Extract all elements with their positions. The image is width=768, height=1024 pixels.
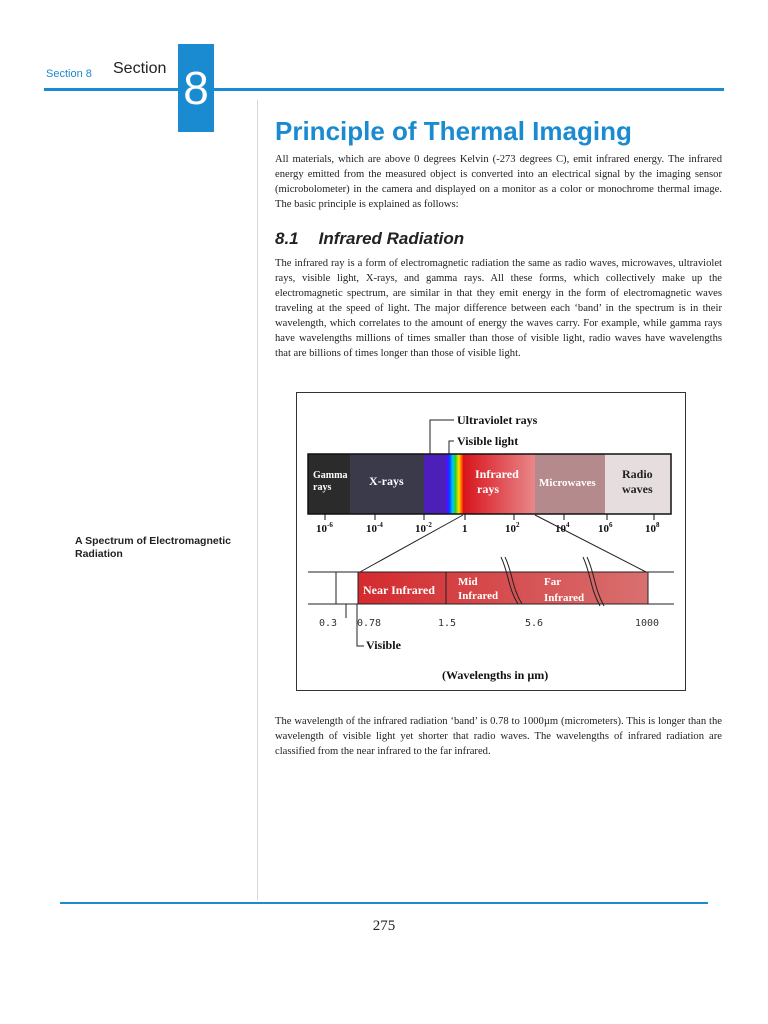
figure-caption: A Spectrum of Electromagnetic Radiation <box>75 535 231 560</box>
section-label-small: Section 8 <box>46 68 92 80</box>
band-visible <box>446 454 463 514</box>
far-infrared-label: Far <box>544 576 562 588</box>
band-radio-label: waves <box>622 482 653 496</box>
lower-tick-label: 1.5 <box>438 618 457 629</box>
lower-tick-label: 5.6 <box>525 618 544 629</box>
lower-tick-label: 1000 <box>635 618 660 629</box>
band-gamma-label: Gamma <box>313 470 348 481</box>
band-gamma-label: rays <box>313 482 332 493</box>
band-infrared <box>463 454 535 514</box>
tick-label: $10^4$ <box>555 521 570 535</box>
tick-label: $10^{-2}$ <box>415 521 432 535</box>
footer-rule <box>60 902 708 904</box>
tick-label: $10^8$ <box>645 521 660 535</box>
em-spectrum-figure <box>296 392 686 691</box>
subsection-title: Infrared Radiation <box>318 229 465 248</box>
label-visible: Visible <box>366 638 401 652</box>
label-visible-light: Visible light <box>457 434 519 448</box>
band-infrared-label: rays <box>477 482 499 496</box>
band-microwaves-label: Microwaves <box>539 477 596 489</box>
label-ultraviolet: Ultraviolet rays <box>457 413 538 427</box>
body-paragraph-2: The wavelength of the infrared radiation ‘band’ is 0.78 to 1000µm (micrometers). This is longer than the wavelength of visible light yet shorter that radio waves. The wavelengths of infrared radiation are classified from the near infrared to the far infrared. <box>275 716 722 757</box>
lower-tick-label: 0.78 <box>357 618 382 629</box>
far-infrared-label: Infrared <box>544 592 585 604</box>
section-label: Section <box>113 60 167 77</box>
page-title: Principle of Thermal Imaging <box>275 116 632 146</box>
body-paragraph: The infrared ray is a form of electromagnetic radiation the same as radio waves, microwaves, ultraviolet rays, visible light, X-rays, and gamma rays. All these forms, which collectively make up the electromagnetic spectrum, are similar in that they emit energy in the form of electromagnetic waves traveling at the speed of light. The major difference between each ‘band’ in the spectrum is in their wavelength, which correlates to the amount of energy the waves carry. For example, while gamma rays have wavelengths millions of times smaller than those of visible light, radio waves have wavelengths that are billions of times longer than those of visible light. <box>275 258 722 359</box>
column-divider <box>257 100 258 900</box>
intro-paragraph: All materials, which are above 0 degrees Kelvin (-273 degrees C), emit infrared energy. The infrared energy emitted from the measured object is converted into an electrical signal by the imaging sensor (microbolometer) in the camera and displayed on a monitor as a color or monochrome thermal image. The basic principle is explained as follows: <box>275 154 722 210</box>
mid-infrared-label: Infrared <box>458 590 499 602</box>
tick-label: $10^{-6}$ <box>316 521 333 535</box>
tick-label: $10^2$ <box>505 521 520 535</box>
lower-tick-label: 0.3 <box>319 618 338 629</box>
band-infrared-label: Infrared <box>475 467 519 481</box>
tick-label: $10^{-4}$ <box>366 521 383 535</box>
band-ultraviolet <box>424 454 446 514</box>
subsection-number: 8.1 <box>275 229 299 248</box>
page-number: 275 <box>372 918 396 934</box>
subsection-heading <box>275 229 464 249</box>
mid-infrared-label: Mid <box>458 576 478 588</box>
near-infrared-label: Near Infrared <box>363 583 435 597</box>
expanded-visible-segment <box>336 572 358 604</box>
tick-label: 1 <box>462 523 468 535</box>
axis-label: (Wavelengths in µm) <box>442 668 549 682</box>
section-number-badge: 8 <box>178 44 214 132</box>
band-xrays-label: X-rays <box>369 474 404 488</box>
header-rule <box>44 88 724 91</box>
band-radio-label: Radio <box>622 467 653 481</box>
tick-label: $10^6$ <box>598 521 613 535</box>
